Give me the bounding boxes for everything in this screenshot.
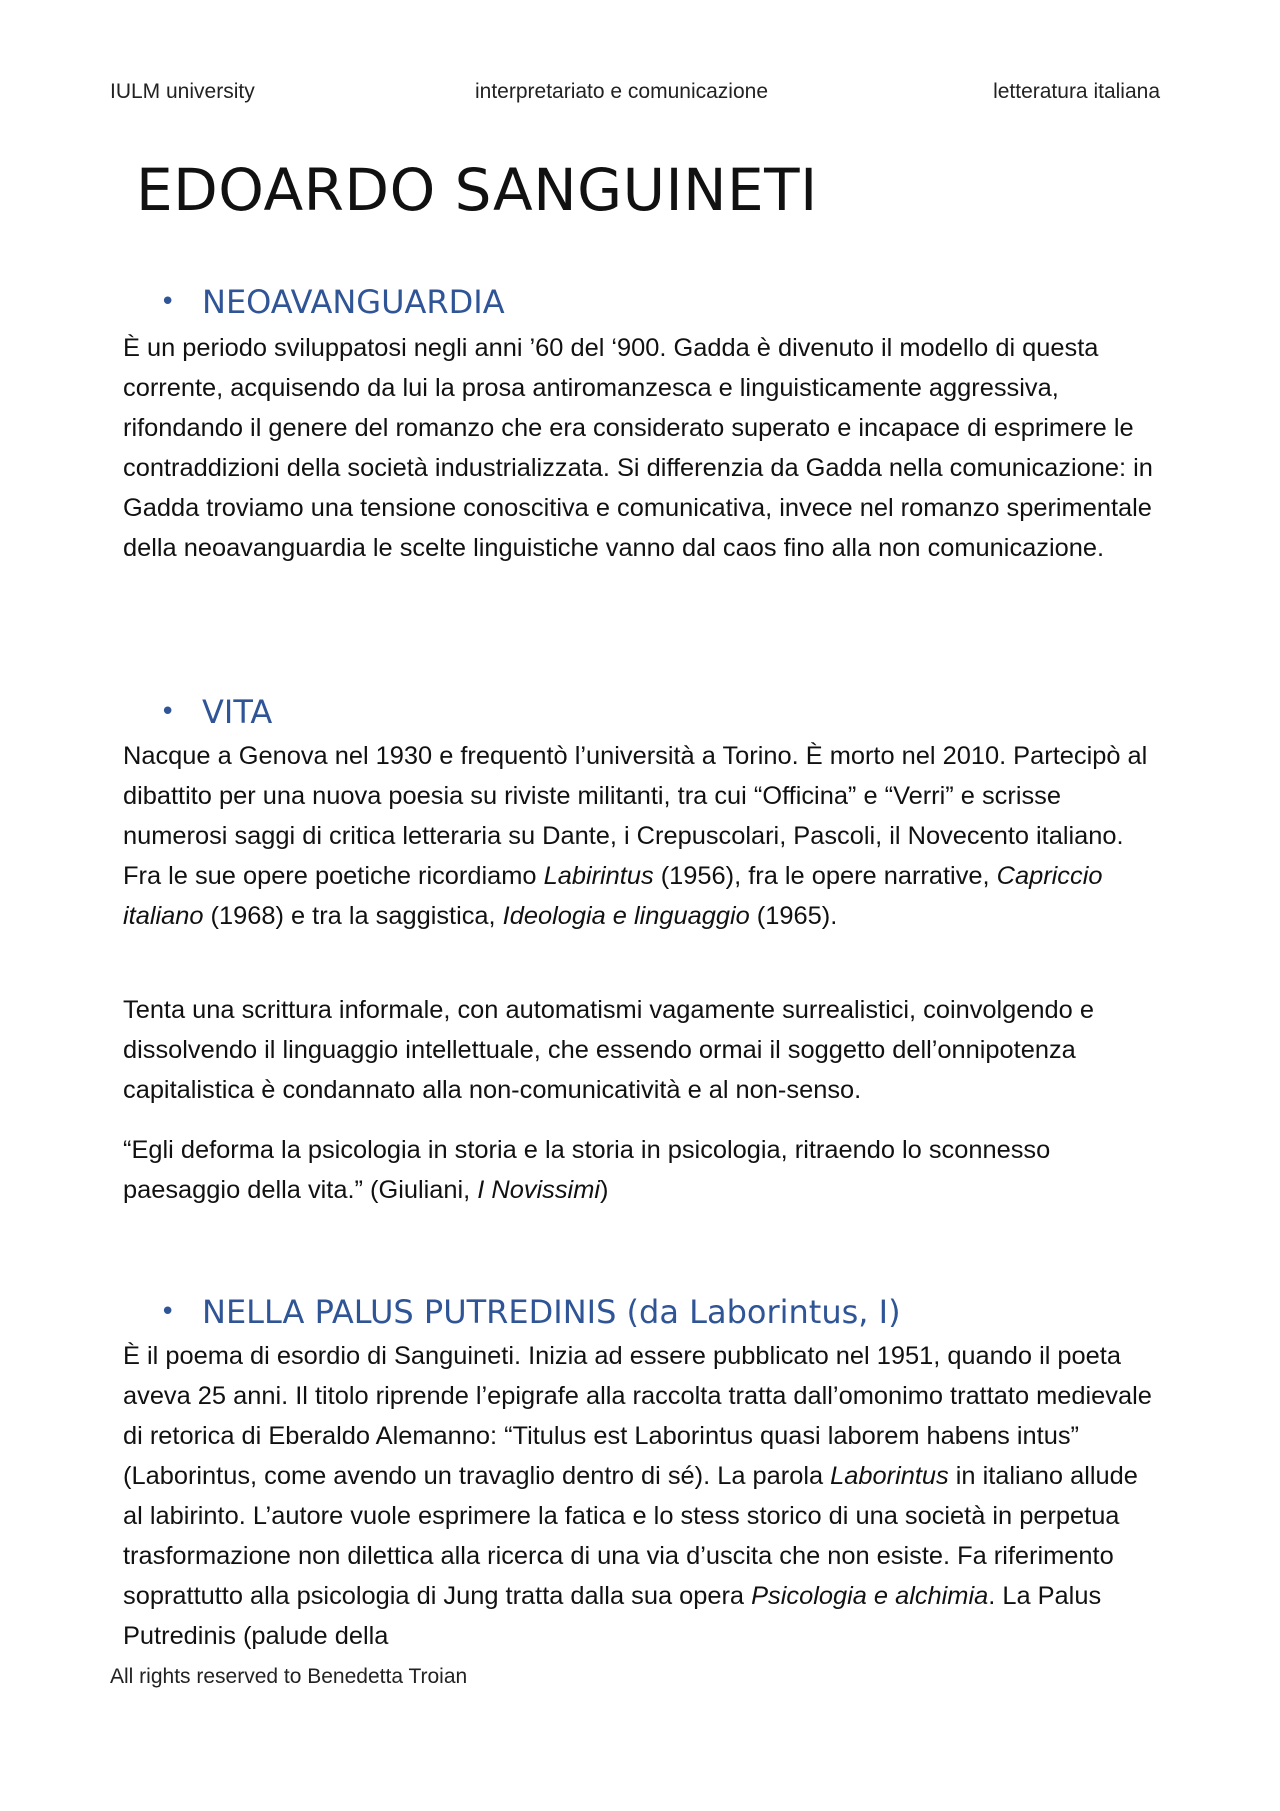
- paragraph-vita-biography: Nacque a Genova nel 1930 e frequentò l’università a Torino. È morto nel 2010. Partecipò al dibattito per una nuova poesia su riviste militanti, tra cui “Officina” e “Verri” e scrisse numerosi saggi di critica letteraria su Dante, i Crepuscolari, Pascoli, il Novecento italiano. Fra le sue opere poetiche ricordiamo Labirintus (1956), fra le opere narrative, Capriccio italiano (1968) e tra la saggistica, Ideologia e linguaggio (1965).: [123, 742, 1148, 930]
- work-title: Labirintus: [543, 862, 654, 890]
- bullet-icon: •: [160, 287, 176, 317]
- work-title: Ideologia e linguaggio: [502, 902, 750, 930]
- paragraph-vita-style: Tenta una scrittura informale, con automatismi vagamente surrealistici, coinvolgendo e dissolvendo il linguaggio intellettuale, che essendo ormai il soggetto dell’onnipotenza capitalistica è condannato alla non-comunicatività e al non-senso.: [123, 996, 1094, 1104]
- header-institution: IULM university: [110, 80, 255, 103]
- work-title: Capriccio italiano: [123, 862, 1103, 930]
- section-heading-text: NELLA PALUS PUTREDINIS (da Laborintus, I): [202, 1293, 901, 1331]
- work-title: Laborintus: [830, 1462, 949, 1490]
- page-footer: All rights reserved to Benedetta Troian: [110, 1665, 468, 1688]
- bullet-icon: •: [160, 1297, 176, 1327]
- section-heading-vita: [160, 692, 272, 732]
- work-title: I Novissimi: [477, 1176, 600, 1204]
- bullet-icon: •: [160, 697, 176, 727]
- paragraph-palus-putredinis: È il poema di esordio di Sanguineti. Inizia ad essere pubblicato nel 1951, quando il poeta aveva 25 anni. Il titolo riprende l’epigrafe alla raccolta tratta dall’omonimo trattato medievale di retorica di Eberaldo Alemanno: “Titulus est Laborintus quasi laborem habens intus” (Laborintus, come avendo un travaglio dentro di sé). La parola Laborintus in italiano allude al labirinto. L’autore vuole esprimere la fatica e lo stess storico di una società in perpetua trasformazione non dilettica alla ricerca di una via d’uscita che non esiste. Fa riferimento soprattutto alla psicologia di Jung tratta dalla sua opera Psicologia e alchimia. La Palus Putredinis (palude della: [123, 1342, 1152, 1650]
- header-course: interpretariato e comunicazione: [475, 80, 768, 103]
- section-heading-text: VITA: [202, 693, 273, 731]
- work-title: Psicologia e alchimia: [751, 1582, 989, 1610]
- paragraph-vita-quote: “Egli deforma la psicologia in storia e la storia in psicologia, ritraendo lo sconnesso paesaggio della vita.” (Giuliani, I Novissimi): [123, 1136, 1051, 1204]
- section-heading-palus-putredinis: [160, 1292, 901, 1332]
- page-header: [110, 80, 1160, 110]
- section-heading-neoavanguardia: [160, 282, 505, 322]
- paragraph-neoavanguardia: È un periodo sviluppatosi negli anni ’60 del ‘900. Gadda è divenuto il modello di questa corrente, acquisendo da lui la prosa antiromanzesca e linguisticamente aggressiva, rifondando il genere del romanzo che era considerato superato e incapace di esprimere le contraddizioni della società industrializzata. Si differenzia da Gadda nella comunicazione: in Gadda troviamo una tensione conoscitiva e comunicativa, invece nel romanzo sperimentale della neoavanguardia le scelte linguistiche vanno dal caos fino alla non comunicazione.: [123, 334, 1153, 562]
- page-title: EDOARDO SANGUINETI: [136, 156, 818, 224]
- header-subject: letteratura italiana: [993, 80, 1160, 103]
- section-heading-text: NEOAVANGUARDIA: [202, 283, 505, 321]
